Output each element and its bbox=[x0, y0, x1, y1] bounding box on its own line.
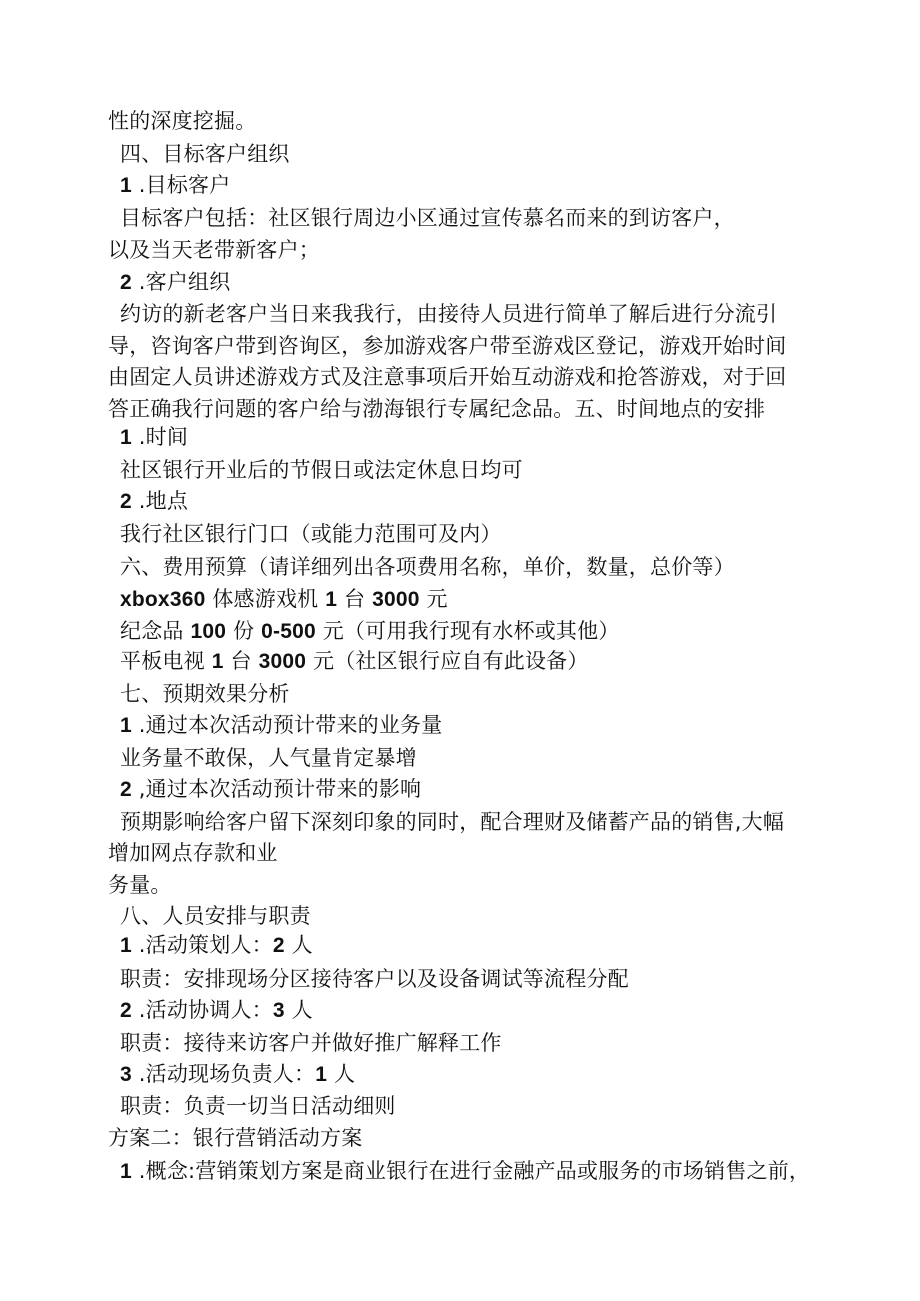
section-heading: 六、费用预算（请详细列出各项费用名称，单价，数量，总价等） bbox=[120, 555, 735, 579]
numbered-heading: 2 ,通过本次活动预计带来的影响 bbox=[120, 777, 422, 801]
numbered-heading: 1 .概念:营销策划方案是商业银行在进行金融产品或服务的市场销售之前， bbox=[120, 1159, 811, 1183]
numbered-heading: 1 .通过本次活动预计带来的业务量 bbox=[120, 713, 443, 737]
paragraph-line: 社区银行开业后的节假日或法定休息日均可 bbox=[120, 458, 523, 482]
budget-line: 平板电视 1 台 3000 元（社区银行应自有此设备） bbox=[120, 649, 589, 673]
paragraph-line: 增加网点存款和业 bbox=[108, 841, 278, 865]
numbered-heading: 2 .客户组织 bbox=[120, 270, 231, 294]
budget-line: xbox360 体感游戏机 1 台 3000 元 bbox=[120, 587, 448, 611]
paragraph-line: 约访的新老客户当日来我我行，由接待人员进行简单了解后进行分流引 bbox=[120, 302, 778, 326]
section-heading: 七、预期效果分析 bbox=[120, 682, 290, 706]
budget-line: 纪念品 100 份 0-500 元（可用我行现有水杯或其他） bbox=[120, 619, 620, 643]
paragraph-line: 目标客户包括：社区银行周边小区通过宣传慕名而来的到访客户， bbox=[120, 206, 735, 230]
section-heading: 方案二：银行营销活动方案 bbox=[108, 1126, 363, 1150]
numbered-heading: 2 .地点 bbox=[120, 489, 189, 513]
paragraph-line: 由固定人员讲述游戏方式及注意事项后开始互动游戏和抢答游戏，对于回 bbox=[108, 365, 787, 389]
numbered-heading: 3 .活动现场负责人：1 人 bbox=[120, 1062, 356, 1086]
numbered-heading: 1 .目标客户 bbox=[120, 173, 231, 197]
section-heading: 八、人员安排与职责 bbox=[120, 904, 311, 928]
section-heading: 四、目标客户组织 bbox=[120, 142, 290, 166]
numbered-heading: 2 .活动协调人：3 人 bbox=[120, 998, 313, 1022]
paragraph-line: 职责：负责一切当日活动细则 bbox=[120, 1094, 396, 1118]
paragraph-line: 导，咨询客户带到咨询区，参加游戏客户带至游戏区登记，游戏开始时间 bbox=[108, 334, 787, 358]
paragraph-line: 预期影响给客户留下深刻印象的同时，配合理财及储蓄产品的销售,大幅 bbox=[120, 810, 785, 834]
paragraph-line: 以及当天老带新客户； bbox=[108, 238, 320, 262]
paragraph-line: 答正确我行问题的客户给与渤海银行专属纪念品。五、时间地点的安排 bbox=[108, 397, 766, 421]
paragraph-line: 业务量不敢保，人气量肯定暴增 bbox=[120, 746, 417, 770]
paragraph-line: 职责：接待来访客户并做好推广解释工作 bbox=[120, 1031, 502, 1055]
paragraph-line: 职责：安排现场分区接待客户以及设备调试等流程分配 bbox=[120, 967, 629, 991]
numbered-heading: 1 .时间 bbox=[120, 425, 189, 449]
paragraph-line: 性的深度挖掘。 bbox=[108, 109, 257, 133]
paragraph-line: 务量。 bbox=[108, 873, 172, 897]
numbered-heading: 1 .活动策划人：2 人 bbox=[120, 933, 313, 957]
paragraph-line: 我行社区银行门口（或能力范围可及内） bbox=[120, 522, 502, 546]
